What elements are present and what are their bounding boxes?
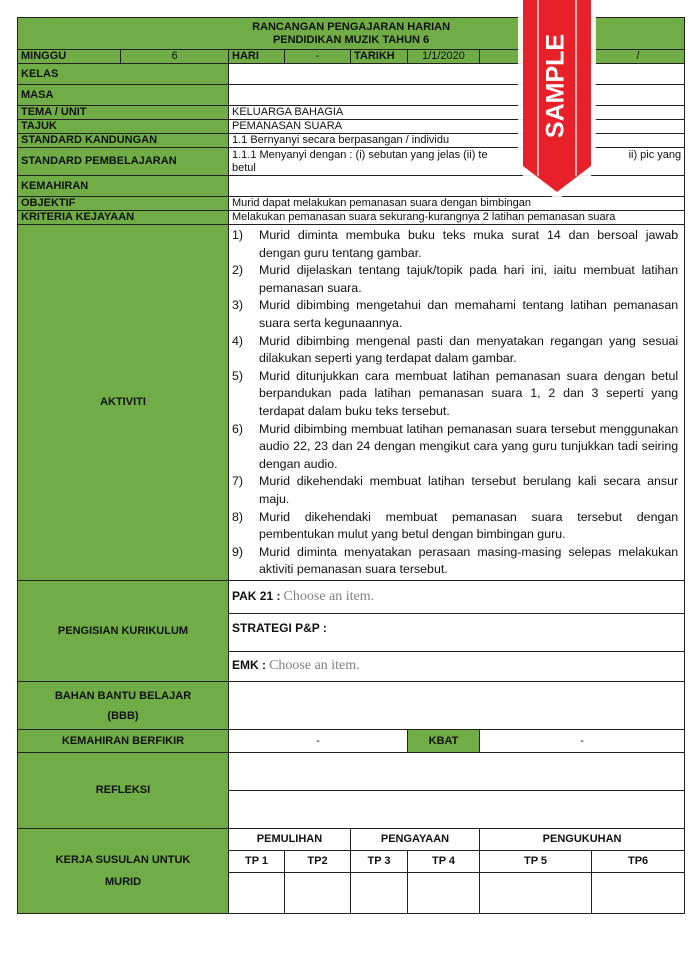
tarikh-value: 1/1/2020	[408, 50, 480, 64]
kbat-label: KBAT	[408, 730, 480, 753]
aktiviti-item-text: Murid dikehendaki membuat latihan tersebut berulang kali secara ansur maju.	[259, 474, 679, 506]
aktiviti-item-number: 3)	[232, 298, 244, 313]
aktiviti-item-text: Murid dibimbing mengenal pasti dan menyatakan regangan yang sesuai dilakukan seperti yang terdapat dalam gambar.	[259, 333, 679, 366]
masa-label: MASA	[18, 85, 229, 106]
right-meta-value: /	[592, 50, 685, 64]
aktiviti-item	[232, 368, 678, 421]
emk-label: EMK :	[232, 658, 266, 673]
bbb-label-line1: BAHAN BANTU BELAJAR	[54, 689, 192, 702]
kemahiran-value[interactable]	[229, 176, 685, 197]
aktiviti-item	[232, 509, 678, 544]
tp5-cell[interactable]	[480, 873, 592, 914]
aktiviti-item-text: Murid dijelaskan tentang tajuk/topik pada hari ini, iaitu membuat latihan pemanasan suara.	[259, 263, 679, 295]
emk-field[interactable]	[229, 652, 685, 682]
form-title-line2: PENDIDIKAN MUZIK TAHUN 6	[272, 33, 430, 46]
hari-label: HARI	[229, 50, 285, 64]
sample-ribbon-watermark	[512, 0, 600, 200]
tema-label: TEMA / UNIT	[18, 106, 229, 120]
refleksi-line2[interactable]	[229, 791, 685, 829]
aktiviti-list	[232, 227, 681, 579]
tp3-header: TP 3	[351, 851, 408, 873]
minggu-value: 6	[121, 50, 229, 64]
kemahiran-label: KEMAHIRAN	[18, 176, 229, 197]
aktiviti-item-number: 4)	[232, 333, 244, 348]
pak21-dropdown[interactable]: Choose an item.	[283, 588, 375, 604]
aktiviti-item-number: 9)	[232, 544, 244, 559]
aktiviti-item-number: 8)	[232, 509, 244, 524]
sample-watermark-text: SAMPLE	[541, 33, 570, 139]
objektif-value[interactable]: Murid dapat melakukan pemanasan suara dengan bimbingan	[229, 197, 685, 211]
tp1-cell[interactable]	[229, 873, 285, 914]
pemulihan-header: PEMULIHAN	[229, 829, 351, 851]
tema-value[interactable]: KELUARGA BAHAGIA	[229, 106, 685, 120]
tp2-header: TP2	[285, 851, 351, 873]
pak21-label: PAK 21 :	[232, 588, 281, 603]
tarikh-label: TARIKH	[351, 50, 408, 64]
pengisian-kurikulum-label: PENGISIAN KURIKULUM	[18, 581, 229, 682]
tp1-header: TP 1	[229, 851, 285, 873]
aktiviti-item-text: Murid diminta membuka buku teks muka surat 14 dan bersoal jawab dengan guru tentang gambar.	[259, 228, 679, 260]
kemahiran-berfikir-value[interactable]: -	[229, 730, 408, 753]
tp3-cell[interactable]	[351, 873, 408, 914]
standard-kandungan-label: STANDARD KANDUNGAN	[18, 134, 229, 148]
standard-pembelajaran-line2: betul	[232, 161, 256, 174]
aktiviti-item-number: 2)	[232, 263, 244, 278]
standard-pembelajaran-value[interactable]	[229, 148, 685, 176]
pengayaan-header: PENGAYAAN	[351, 829, 480, 851]
aktiviti-item-number: 7)	[232, 474, 244, 489]
aktiviti-item-text: Murid dibimbing membuat latihan pemanasan suara tersebut menggunakan audio 22, 23 dan 24 dengan mengikut cara yang guru tunjukkan tadi seiring dengan audio.	[259, 421, 679, 471]
form-title-line1: RANCANGAN PENGAJARAN HARIAN	[252, 20, 451, 33]
strategi-field[interactable]	[229, 614, 685, 652]
aktiviti-label: AKTIVITI	[18, 225, 229, 581]
aktiviti-item-number: 5)	[232, 368, 244, 383]
objektif-label: OBJEKTIF	[18, 197, 229, 211]
tp5-header: TP 5	[480, 851, 592, 873]
aktiviti-item	[232, 544, 678, 579]
strategi-label: STRATEGI P&P :	[232, 621, 327, 635]
pak21-field[interactable]	[229, 581, 685, 614]
tp4-header: TP 4	[408, 851, 480, 873]
standard-pembelajaran-text: 1.1.1 Menyanyi dengan : (i) sebutan yang jelas (ii) te	[232, 148, 488, 161]
aktiviti-item-number: 6)	[232, 421, 244, 436]
aktiviti-item-text: Murid dibimbing mengetahui dan memahami tentang latihan pemanasan suara serta kegunaannya.	[259, 298, 679, 330]
kbat-value[interactable]: -	[480, 730, 685, 753]
refleksi-line1[interactable]	[229, 753, 685, 791]
bbb-label-line2: (BBB)	[107, 709, 139, 722]
kelas-value[interactable]	[229, 64, 685, 85]
aktiviti-item	[232, 473, 678, 508]
refleksi-label: REFLEKSI	[18, 753, 229, 829]
bbb-label	[18, 682, 229, 730]
aktiviti-item	[232, 297, 678, 332]
aktiviti-item	[232, 421, 678, 474]
aktiviti-item-text: Murid ditunjukkan cara membuat latihan pemanasan suara dengan betul berpandukan pada latihan pemanasan suara 1, 2 dan 3 seperti yang terdapat dalam buku teks tersebut.	[259, 368, 679, 418]
hari-value: -	[285, 50, 351, 64]
standard-kandungan-value[interactable]: 1.1 Bernyanyi secara berpasangan / individu	[229, 134, 685, 148]
masa-value[interactable]	[229, 85, 685, 106]
minggu-label: MINGGU	[18, 50, 121, 64]
kriteria-kejayaan-value[interactable]: Melakukan pemanasan suara sekurang-kurangnya 2 latihan pemanasan suara	[229, 211, 685, 225]
tajuk-value[interactable]: PEMANASAN SUARA	[229, 120, 685, 134]
kemahiran-berfikir-label: KEMAHIRAN BERFIKIR	[18, 730, 229, 753]
pengukuhan-header: PENGUKUHAN	[480, 829, 685, 851]
aktiviti-item	[232, 227, 678, 262]
kerja-susulan-label-line2: MURID	[104, 876, 142, 888]
emk-dropdown[interactable]: Choose an item.	[269, 658, 360, 674]
standard-pembelajaran-label: STANDARD PEMBELAJARAN	[18, 148, 229, 176]
tp6-header: TP6	[592, 851, 685, 873]
tajuk-label: TAJUK	[18, 120, 229, 134]
aktiviti-item	[232, 262, 678, 297]
standard-pembelajaran-tail: ii) pic yang	[628, 148, 682, 161]
tp4-cell[interactable]	[408, 873, 480, 914]
tp6-cell[interactable]	[592, 873, 685, 914]
kerja-susulan-label-line1: KERJA SUSULAN UNTUK	[55, 854, 191, 866]
aktiviti-item-text: Murid dikehendaki membuat pemanasan suara tersebut dengan pembentukan mulut yang betul dengan bimbingan guru.	[259, 509, 679, 542]
bbb-value[interactable]	[229, 682, 685, 730]
aktiviti-item	[232, 333, 678, 368]
aktiviti-content[interactable]	[229, 225, 685, 581]
tp2-cell[interactable]	[285, 873, 351, 914]
aktiviti-item-text: Murid diminta menyatakan perasaan masing-masing selepas melakukan aktiviti pemanasan suara tersebut.	[259, 544, 679, 577]
kerja-susulan-label	[18, 829, 229, 914]
kelas-label: KELAS	[18, 64, 229, 85]
kriteria-kejayaan-label: KRITERIA KEJAYAAN	[18, 211, 229, 225]
aktiviti-item-number: 1)	[232, 228, 244, 242]
